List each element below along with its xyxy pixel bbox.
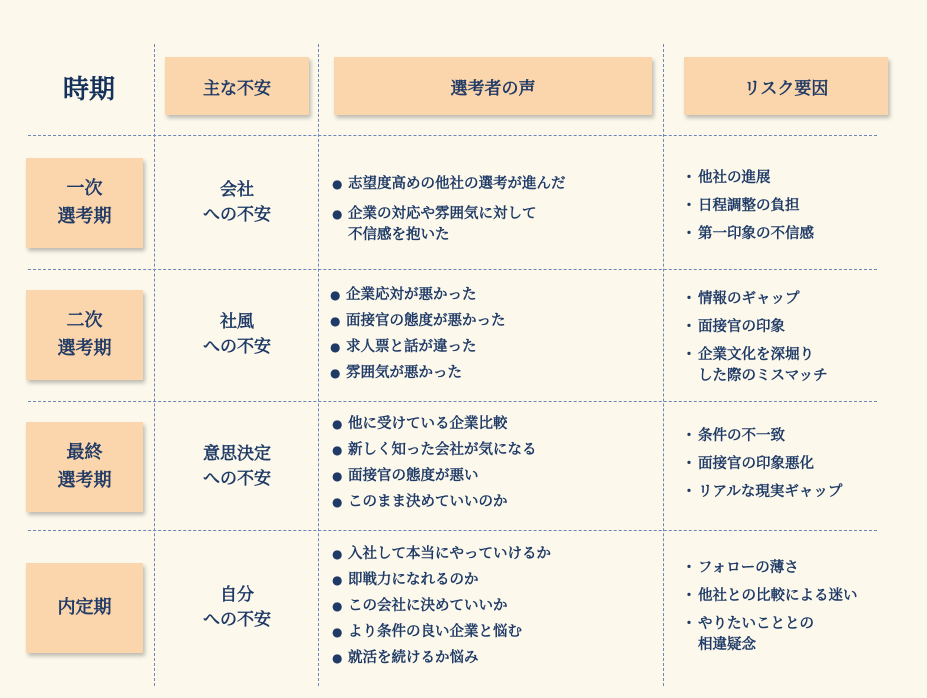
phase-label: 最終 <box>66 442 103 464</box>
risk-text: 面接官の印象 <box>698 319 785 336</box>
voice-text: 雰囲気が悪かった <box>346 365 462 382</box>
risk-text: 相違疑念 <box>698 637 756 654</box>
voice-text: 他に受けている企業比較 <box>348 416 508 432</box>
bullet: ・ <box>681 226 697 243</box>
voice-item <box>332 544 662 565</box>
bullet: ● <box>332 417 343 431</box>
risk-list <box>680 426 920 510</box>
risk-text: 条件の不一致 <box>698 428 785 444</box>
voice-item <box>332 648 662 669</box>
voice-text: このまま決めていいのか <box>348 494 508 511</box>
voice-text: 即戦力になれるのか <box>348 572 479 589</box>
phase-first-selection <box>26 158 143 248</box>
main-anxiety-cell <box>157 422 317 512</box>
bullet: ● <box>332 573 343 588</box>
voice-text: 新しく知った会社が気になる <box>348 442 537 459</box>
voice-item <box>332 596 662 617</box>
risk-item <box>680 558 920 579</box>
bullet: ● <box>330 314 341 329</box>
voice-text: 不信感を抱いた <box>348 227 450 244</box>
risk-text: フォローの薄さ <box>698 560 799 576</box>
bullet: ● <box>332 469 343 484</box>
header-main-anxiety: 主な不安 <box>165 57 309 115</box>
voice-list <box>332 544 662 674</box>
risk-item <box>680 482 920 503</box>
bullet: ● <box>332 547 343 561</box>
phase-label: 一次 <box>66 178 103 200</box>
anxiety-text: 意思決定 <box>203 444 271 465</box>
bullet: ● <box>332 177 343 191</box>
bullet: ・ <box>681 319 697 336</box>
bullet: ● <box>330 288 341 302</box>
voice-text: 就活を続けるか悩み <box>348 650 479 667</box>
risk-text: 情報のギャップ <box>698 291 800 307</box>
anxiety-text: 自分 <box>220 585 254 606</box>
voice-item <box>330 311 660 332</box>
voice-text: 面接官の態度が悪かった <box>346 313 506 330</box>
bullet: ● <box>332 599 343 614</box>
bullet: ・ <box>681 484 697 501</box>
risk-text: 面接官の印象悪化 <box>698 456 814 473</box>
phase-label: 選考期 <box>57 206 112 227</box>
voice-item <box>332 414 662 435</box>
bullet: ● <box>332 495 343 510</box>
row-divider <box>28 269 877 270</box>
risk-text: リアルな現実ギャップ <box>698 484 843 501</box>
phase-final-selection <box>26 422 143 512</box>
bullet: ・ <box>681 588 697 605</box>
voice-item <box>332 466 662 487</box>
risk-text: 他社との比較による迷い <box>698 588 858 605</box>
bullet: ・ <box>681 347 697 364</box>
voice-item <box>332 622 662 643</box>
voice-text: より条件の良い企業と悩む <box>348 624 522 641</box>
risk-list <box>680 168 920 252</box>
voice-text: 企業の対応や雰囲気に対して <box>348 206 537 223</box>
risk-text: 日程調整の負担 <box>698 198 800 215</box>
risk-text: した際のミスマッチ <box>698 368 828 385</box>
bullet: ● <box>332 625 343 640</box>
phase-label: 選考期 <box>57 470 112 491</box>
voice-text: 求人票と話が違った <box>346 339 477 356</box>
voice-list <box>332 174 662 255</box>
anxiety-text: への不安 <box>203 337 271 357</box>
anxiety-text: への不安 <box>203 610 271 630</box>
bullet: ・ <box>681 616 697 633</box>
voice-item <box>332 440 662 461</box>
main-anxiety-cell <box>157 158 317 248</box>
voice-item <box>332 174 662 195</box>
voice-item <box>332 204 662 246</box>
bullet: ● <box>330 366 341 381</box>
row-divider <box>28 401 877 402</box>
voice-text: 入社して本当にやっていけるか <box>348 546 551 562</box>
phase-label: 選考期 <box>57 338 112 359</box>
row-divider <box>28 135 877 136</box>
risk-item <box>680 196 920 217</box>
risk-item <box>680 317 920 338</box>
risk-list <box>680 558 920 663</box>
anxiety-text: 社風 <box>220 312 254 333</box>
main-anxiety-cell <box>157 563 317 653</box>
voice-text: 志望度高めの他社の選考が進んだ <box>348 176 566 192</box>
voice-item <box>332 492 662 513</box>
bullet: ・ <box>681 428 697 444</box>
phase-second-selection <box>26 290 143 380</box>
risk-list <box>680 289 920 394</box>
bullet: ● <box>332 443 343 458</box>
risk-text: 企業文化を深堀り <box>698 347 814 364</box>
bullet: ・ <box>681 170 697 186</box>
voice-item <box>330 285 660 306</box>
risk-text: 他社の進展 <box>698 170 771 186</box>
column-divider <box>663 44 664 686</box>
header-candidate-voice: 選考者の声 <box>334 57 652 115</box>
header-risk-factors: リスク要因 <box>684 57 888 115</box>
phase-offer-period <box>26 563 143 653</box>
main-anxiety-cell <box>157 290 317 380</box>
risk-item <box>680 426 920 447</box>
anxiety-text: への不安 <box>203 469 271 489</box>
risk-item <box>680 168 920 189</box>
voice-text: この会社に決めていいか <box>348 598 508 615</box>
phase-label: 内定期 <box>57 597 112 619</box>
voice-text: 企業応対が悪かった <box>346 287 477 303</box>
risk-item <box>680 586 920 607</box>
bullet: ● <box>332 207 343 222</box>
risk-text: 第一印象の不信感 <box>698 226 814 243</box>
risk-item <box>680 224 920 245</box>
bullet: ・ <box>681 456 697 473</box>
anxiety-text: への不安 <box>203 205 271 225</box>
header-period: 時期 <box>62 74 115 105</box>
risk-text: やりたいこととの <box>698 616 814 633</box>
row-divider <box>28 530 877 531</box>
voice-list <box>332 414 662 518</box>
voice-item <box>330 363 660 384</box>
bullet: ・ <box>681 560 697 576</box>
bullet: ● <box>332 651 343 666</box>
voice-text: 面接官の態度が悪い <box>348 468 479 485</box>
risk-item <box>680 614 920 656</box>
voice-list <box>330 285 660 389</box>
bullet: ・ <box>681 198 697 215</box>
risk-item <box>680 345 920 387</box>
risk-item <box>680 289 920 310</box>
anxiety-text: 会社 <box>220 180 254 201</box>
voice-item <box>330 337 660 358</box>
column-divider <box>154 44 155 686</box>
voice-item <box>332 570 662 591</box>
risk-item <box>680 454 920 475</box>
column-divider <box>318 44 319 686</box>
bullet: ● <box>330 340 341 355</box>
phase-label: 二次 <box>66 310 103 332</box>
bullet: ・ <box>681 291 697 307</box>
